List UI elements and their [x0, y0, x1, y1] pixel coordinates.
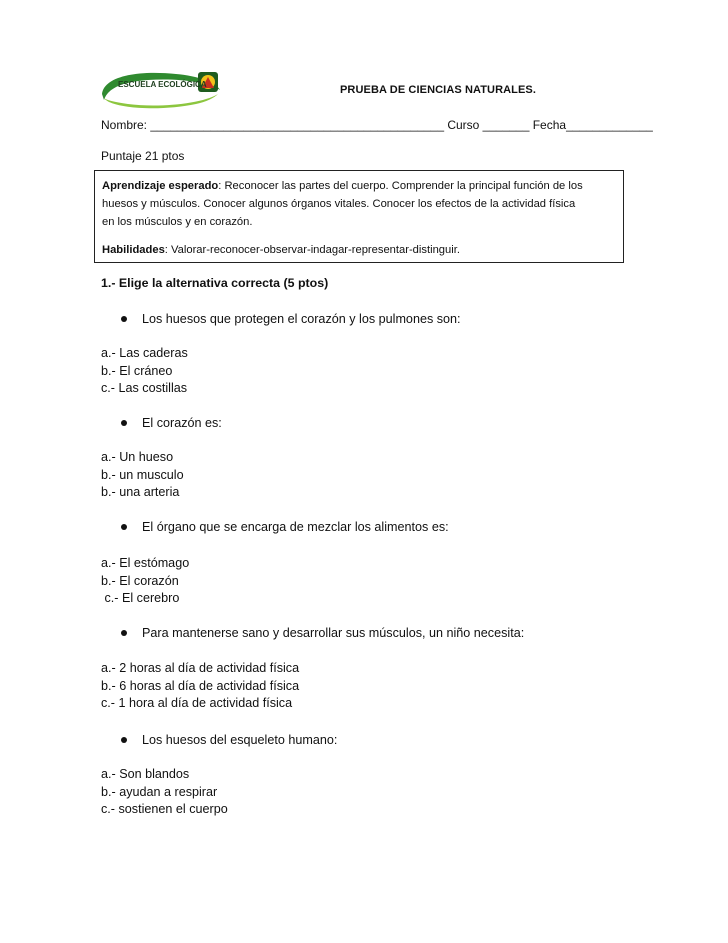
- question-1: [121, 312, 461, 326]
- option[interactable]: a.- Un hueso: [101, 450, 174, 464]
- logo-subname-text: Padre Alberto Hurtado: [120, 91, 181, 98]
- question-5-options: [101, 766, 228, 819]
- option[interactable]: a.- Son blandos: [101, 767, 190, 781]
- question-3-text: El órgano que se encarga de mezclar los alimentos es:: [142, 520, 449, 534]
- score-text: Puntaje 21 ptos: [101, 149, 185, 163]
- habilidades-line: [102, 241, 616, 259]
- section-title: 1.- Elige la alternativa correcta (5 ptos): [101, 276, 329, 290]
- habilidades-label: Habilidades: [102, 244, 165, 256]
- question-2-text: El corazón es:: [142, 416, 222, 430]
- question-5: [121, 733, 337, 747]
- option[interactable]: c.- 1 hora al día de actividad física: [101, 696, 293, 710]
- student-info-line[interactable]: Nombre: ____________________________________________ Curso _______ Fecha_____________: [101, 118, 653, 132]
- question-4-options: [101, 660, 299, 713]
- bullet-icon: [121, 737, 127, 743]
- option[interactable]: a.- El estómago: [101, 556, 190, 570]
- question-2: [121, 416, 222, 430]
- aprendizaje-label: Aprendizaje esperado: [102, 180, 219, 192]
- question-5-text: Los huesos del esqueleto humano:: [142, 733, 338, 747]
- bullet-icon: [121, 316, 127, 322]
- bullet-icon: [121, 420, 127, 426]
- exam-title: PRUEBA DE CIENCIAS NATURALES.: [340, 84, 537, 96]
- option[interactable]: b.- un musculo: [101, 467, 184, 482]
- option[interactable]: a.- 2 horas al día de actividad física: [101, 661, 300, 675]
- option[interactable]: c.- El cerebro: [101, 591, 180, 605]
- habilidades-text: : Valorar-reconocer-observar-indagar-representar-distinguir.: [164, 244, 460, 256]
- question-3: [121, 520, 449, 534]
- question-1-options: [101, 345, 188, 398]
- bullet-icon: [121, 630, 127, 636]
- option[interactable]: b.- 6 horas al día de actividad física: [101, 678, 300, 693]
- aprendizaje-line-1: [102, 177, 616, 195]
- question-2-options: [101, 449, 184, 502]
- school-logo: [98, 68, 224, 112]
- objectives-box: [94, 170, 624, 263]
- aprendizaje-text-2: huesos y músculos. Conocer algunos órganos vitales. Conocer los efectos de la actividad física: [102, 198, 576, 210]
- question-3-options: [101, 555, 189, 608]
- question-4: [121, 626, 524, 640]
- logo-graphic: [98, 68, 224, 112]
- option[interactable]: b.- ayudan a respirar: [101, 784, 218, 799]
- question-4-text: Para mantenerse sano y desarrollar sus músculos, un niño necesita:: [142, 626, 525, 640]
- option[interactable]: c.- Las costillas: [101, 381, 188, 395]
- bullet-icon: [121, 524, 127, 530]
- aprendizaje-text-1: : Reconocer las partes del cuerpo. Comprender la principal función de los: [218, 180, 583, 192]
- logo-name-text: ESCUELA ECOLÓGICA: [118, 80, 207, 89]
- option[interactable]: b.- una arteria: [101, 485, 180, 499]
- option[interactable]: b.- El cráneo: [101, 363, 173, 378]
- aprendizaje-text-3: en los músculos y en corazón.: [102, 216, 253, 228]
- question-1-text: Los huesos que protegen el corazón y los pulmones son:: [142, 312, 461, 326]
- option[interactable]: b.- El corazón: [101, 573, 179, 588]
- option[interactable]: a.- Las caderas: [101, 346, 188, 360]
- option[interactable]: c.- sostienen el cuerpo: [101, 802, 228, 816]
